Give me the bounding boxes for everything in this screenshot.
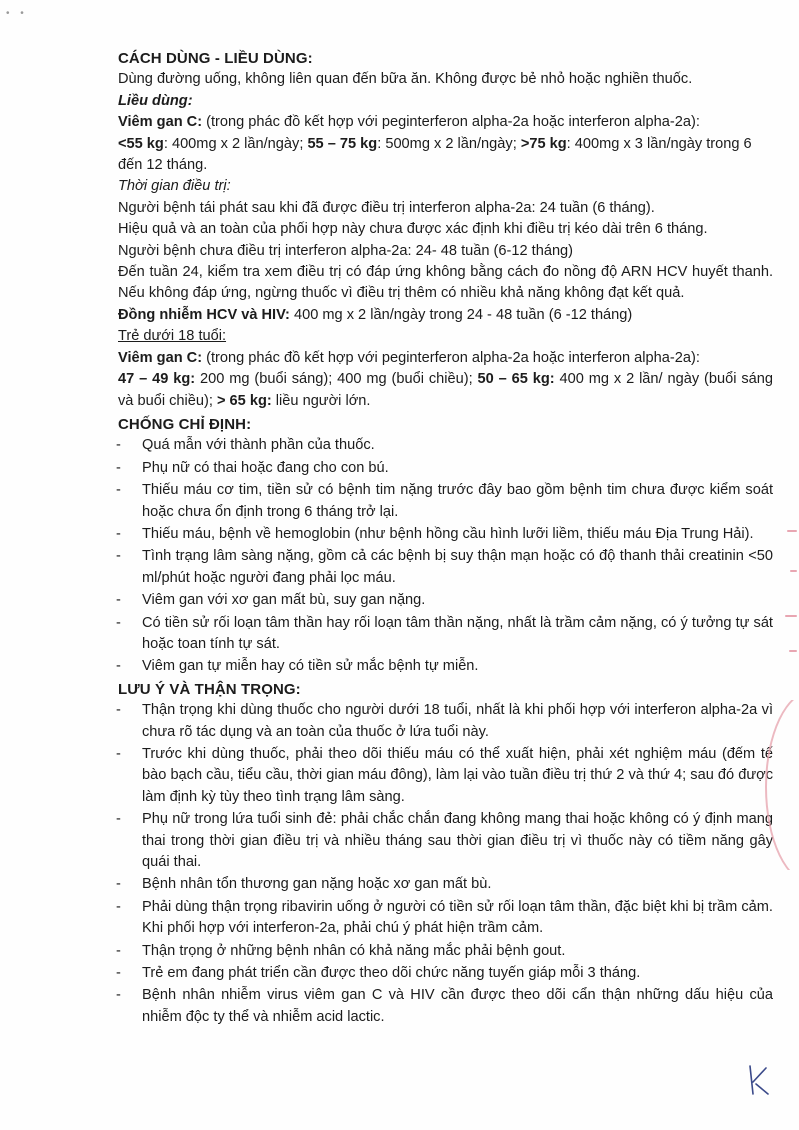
list-item: - Phải dùng thận trọng ribavirin uống ở người có tiền sử rối loạn tâm thần, đặc biệt khi bị trầm cảm. Khi phối hợp với interferon-2a, phải chú ý phát hiện trầm cảm.	[118, 897, 773, 940]
contraindications-heading: CHỐNG CHỈ ĐỊNH:	[118, 415, 252, 433]
list-item: - Trẻ em đang phát triển cần được theo dõi chức năng tuyến giáp mỗi 3 tháng.	[118, 963, 773, 984]
coinfection-label: Đồng nhiễm HCV và HIV:	[118, 306, 290, 323]
stamp-icon	[765, 700, 799, 870]
list-item: - Quá mẫn với thành phần của thuốc.	[118, 435, 773, 456]
weight-text-3: : 400mg x 3 lần/ngày trong 6 đến 12 tháng.	[118, 135, 752, 174]
list-item: - Có tiền sử rối loạn tâm thần hay rối loạn tâm thần nặng, nhất là trầm cảm nặng, có ý tưởng tự sát hoặc toan tính tự sát.	[118, 613, 773, 656]
child-hcv-label: Viêm gan C:	[118, 349, 203, 366]
child-weight-text-1: 200 mg (buổi sáng); 400 mg (buổi chiều);	[195, 371, 478, 388]
duration-line-1: Người bệnh tái phát sau khi đã được điều trị interferon alpha-2a: 24 tuần (6 tháng).	[118, 199, 655, 216]
list-item: - Thiếu máu, bệnh về hemoglobin (như bệnh hồng cầu hình lưỡi liềm, thiếu máu Địa Trung Hải).	[118, 524, 773, 545]
dosage-heading: Liều dùng:	[118, 92, 193, 109]
hcv-line	[118, 112, 773, 133]
list-item: - Thiếu máu cơ tim, tiền sử có bệnh tim nặng trước đây bao gồm bệnh tim chưa được kiểm soát hoặc chưa ổn định trong 6 tháng trở lại.	[118, 480, 773, 523]
list-item: - Phụ nữ có thai hoặc đang cho con bú.	[118, 458, 773, 479]
child-weight-label-1: 47 – 49 kg:	[118, 371, 196, 388]
hcv-text: (trong phác đồ kết hợp với peginterferon alpha-2a hoặc interferon alpha-2a):	[202, 114, 700, 131]
precautions-heading: LƯU Ý VÀ THẬN TRỌNG:	[118, 680, 301, 698]
child-dose-line	[118, 369, 773, 412]
duration-line-4: Đến tuần 24, kiểm tra xem điều trị có đáp ứng không bằng cách đo nồng độ ARN HCV huyết thanh. Nếu không đáp ứng, ngừng thuốc vì điều trị thêm có nhiều khả năng không đạt kết quả.	[118, 264, 773, 302]
signature-icon	[744, 1062, 774, 1098]
usage-line: Dùng đường uống, không liên quan đến bữa ăn. Không được bẻ nhỏ hoặc nghiền thuốc.	[118, 71, 693, 88]
child-heading: Trẻ dưới 18 tuổi:	[118, 328, 227, 345]
duration-heading: Thời gian điều trị:	[118, 178, 231, 195]
child-hcv-line	[118, 348, 773, 369]
usage-heading: CÁCH DÙNG - LIỀU DÙNG:	[118, 50, 313, 67]
list-item: - Trước khi dùng thuốc, phải theo dõi thiếu máu có thể xuất hiện, phải xét nghiệm máu (đếm tế bào bạch cầu, tiểu cầu, thời gian máu đông), làm lại vào tuần điều trị thứ 2 và thứ 4; sau đó được làm định kỳ tùy theo tình trạng lâm sàng.	[118, 744, 773, 808]
hcv-label: Viêm gan C:	[118, 114, 203, 131]
list-item: - Thận trọng khi dùng thuốc cho người dưới 18 tuổi, nhất là khi phối hợp với interferon alpha-2a vì chưa rõ tác dụng và an toàn của thuốc ở lứa tuổi này.	[118, 700, 773, 743]
child-weight-label-3: > 65 kg:	[216, 392, 272, 409]
list-item: - Viêm gan tự miễn hay có tiền sử mắc bệnh tự miễn.	[118, 656, 773, 677]
duration-line-3: Người bệnh chưa điều trị interferon alpha-2a: 24- 48 tuần (6-12 tháng)	[118, 242, 574, 259]
child-hcv-text: (trong phác đồ kết hợp với peginterferon alpha-2a hoặc interferon alpha-2a):	[202, 349, 700, 366]
weight-text-2: : 500mg x 2 lần/ngày;	[377, 135, 521, 152]
child-weight-label-2: 50 – 65 kg:	[477, 371, 555, 388]
coinfection-text: 400 mg x 2 lần/ngày trong 24 - 48 tuần (6 -12 tháng)	[289, 306, 633, 323]
list-item: - Tình trạng lâm sàng nặng, gồm cả các bệnh bị suy thận mạn hoặc có độ thanh thải creatinin <50 ml/phút hoặc người đang phải lọc máu.	[118, 546, 773, 589]
child-weight-text-3: liều người lớn.	[271, 392, 371, 409]
stamp-fragment-top	[783, 530, 797, 660]
weight-dose-line	[118, 134, 773, 177]
weight-text-1: : 400mg x 2 lần/ngày;	[163, 135, 308, 152]
child-weight-text-2: 400 mg x 2 lần/ ngày (buổi sáng và buổi chiều);	[118, 371, 773, 409]
precautions-list	[118, 700, 773, 1028]
list-item: - Thận trọng ở những bệnh nhân có khả năng mắc phải bệnh gout.	[118, 941, 773, 962]
duration-line-2: Hiệu quả và an toàn của phối hợp này chưa được xác định khi điều trị kéo dài trên 6 tháng.	[118, 221, 708, 238]
weight-label-2: 55 – 75 kg	[307, 135, 378, 152]
contraindications-list	[118, 435, 773, 677]
list-item: - Bệnh nhân tổn thương gan nặng hoặc xơ gan mất bù.	[118, 874, 773, 895]
list-item: - Phụ nữ trong lứa tuổi sinh đẻ: phải chắc chắn đang không mang thai hoặc không có ý định mang thai trong thời gian điều trị và nhiều tháng sau thời gian điều trị vì thuốc này có tiềm năng gây quái thai.	[118, 809, 773, 873]
weight-label-3: >75 kg	[520, 135, 567, 152]
scan-mark: • •	[6, 8, 28, 19]
document-content	[118, 48, 773, 1029]
weight-label-1: <55 kg	[118, 135, 164, 152]
coinfection-line	[118, 305, 773, 326]
list-item: - Bệnh nhân nhiễm virus viêm gan C và HIV cần được theo dõi cẩn thận những dấu hiệu của nhiễm độc ty thể và nhiễm acid lactic.	[118, 985, 773, 1028]
list-item: - Viêm gan với xơ gan mất bù, suy gan nặng.	[118, 590, 773, 611]
